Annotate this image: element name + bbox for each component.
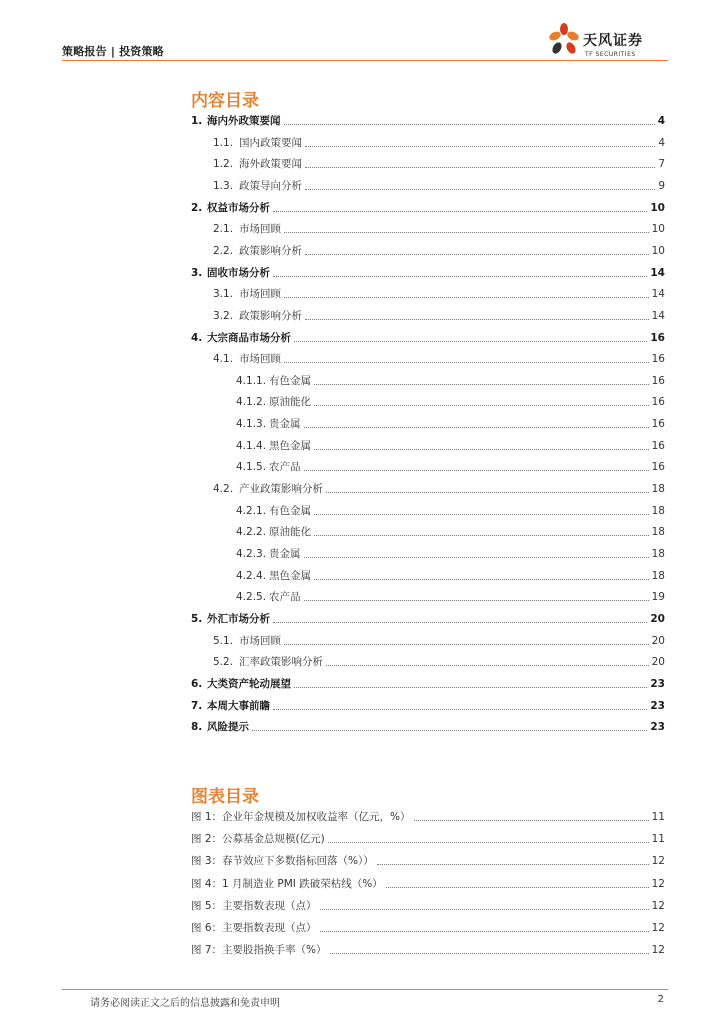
dot-leader — [273, 276, 647, 277]
dot-leader — [314, 514, 649, 515]
toc-entry[interactable] — [191, 114, 665, 128]
toc-entry-label: 风险提示 — [207, 721, 249, 734]
dot-leader — [314, 449, 649, 450]
toc-entry-page: 23 — [650, 721, 665, 734]
toc-entry-number: 4.2.2. — [236, 526, 267, 539]
dot-leader — [305, 146, 655, 147]
toc-entry[interactable] — [236, 504, 665, 518]
toc-entry-page: 20 — [651, 634, 665, 647]
toc-entry-label: 市场回顾 — [239, 634, 281, 647]
toc-entry-page: 18 — [651, 569, 665, 582]
toc-entry[interactable] — [213, 287, 665, 301]
toc-entry[interactable] — [213, 309, 665, 323]
toc-entry-label: 产业政策影响分析 — [239, 483, 323, 496]
toc-entry-number: 3.2. — [213, 309, 234, 322]
toc-entry[interactable] — [236, 460, 665, 474]
figure-entry-page: 12 — [651, 899, 665, 912]
dot-leader — [305, 319, 649, 320]
toc-entry-page: 23 — [650, 699, 665, 712]
toc-entry-label: 贵金属 — [269, 548, 301, 560]
toc-entry-number: 4.1.4. — [236, 439, 267, 452]
toc-entry-number: 5. — [191, 612, 203, 625]
footer-divider — [62, 989, 668, 990]
dot-leader — [305, 254, 649, 255]
toc-entry-number: 4.1.5. — [236, 461, 267, 474]
figure-entry-label: 图 2：公募基金总规模(亿元) — [191, 833, 325, 846]
figure-entry[interactable] — [191, 854, 665, 868]
toc-entry-number: 4.2.5. — [236, 591, 267, 604]
toc-entry-page: 20 — [650, 612, 665, 625]
toc-entry-label: 权益市场分析 — [207, 201, 270, 214]
toc-entry-number: 4.2.1. — [236, 504, 267, 517]
toc-entry-page: 16 — [651, 396, 665, 409]
toc-entry-number: 3. — [191, 266, 203, 279]
toc-entry[interactable] — [236, 395, 665, 409]
toc-entry-number: 3.1. — [213, 288, 234, 301]
dot-leader — [294, 687, 647, 688]
figure-entry[interactable] — [191, 921, 665, 935]
toc-entry-number: 4.2.4. — [236, 569, 267, 582]
toc-entry-page: 23 — [650, 677, 665, 690]
toc-entry-label: 国内政策要闻 — [239, 136, 302, 149]
page-number: 2 — [657, 994, 664, 1005]
toc-entry-number: 1. — [191, 115, 203, 127]
toc-entry-number: 2. — [191, 201, 203, 214]
toc-entry-number: 1.1. — [213, 136, 234, 149]
toc-entry-page: 18 — [651, 483, 665, 496]
toc-entry-label: 海内外政策要闻 — [207, 115, 281, 127]
toc-entry-label: 政策导向分析 — [239, 179, 302, 192]
toc-entry-number: 4.1. — [213, 353, 234, 366]
dot-leader — [273, 709, 647, 710]
toc-entry-number: 7. — [191, 699, 203, 712]
figure-entry-label: 图 1：企业年金规模及加权收益率（亿元，%） — [191, 811, 411, 823]
header-text: 策略报告 | 投资策略 — [62, 45, 164, 58]
dot-leader — [386, 887, 649, 888]
toc-entry-page: 10 — [650, 201, 665, 214]
toc-entry-label: 本周大事前瞻 — [207, 699, 270, 712]
dot-leader — [284, 644, 649, 645]
toc-entry[interactable] — [213, 157, 665, 171]
dot-leader — [284, 297, 649, 298]
toc-entry-page: 14 — [650, 266, 665, 279]
dot-leader — [284, 362, 649, 363]
header-divider — [62, 60, 668, 61]
figure-entry[interactable] — [191, 899, 665, 913]
toc-entry[interactable] — [191, 331, 665, 345]
toc-entry-page: 16 — [651, 353, 665, 366]
toc-entry-number: 8. — [191, 721, 203, 734]
figure-entry-page: 11 — [651, 833, 665, 846]
toc-entry-label: 原油能化 — [269, 396, 311, 409]
toc-entry-label: 贵金属 — [269, 418, 301, 431]
toc-entry[interactable] — [213, 136, 665, 150]
toc-entry[interactable] — [213, 482, 665, 496]
toc-entry-label: 有色金属 — [269, 504, 311, 517]
figures-title: 图表目录 — [191, 787, 259, 807]
toc-entry-label: 大类资产轮动展望 — [207, 677, 291, 690]
figure-entry[interactable] — [191, 832, 665, 846]
figure-entry-label: 图 5：主要指数表现（点） — [191, 899, 317, 912]
toc-entry-number: 1.3. — [213, 179, 234, 192]
toc-entry-page: 16 — [651, 374, 665, 387]
figure-entry-label: 图 6：主要指数表现（点） — [191, 922, 317, 934]
toc-entry-page: 14 — [651, 288, 665, 301]
toc-entry-label: 黑色金属 — [269, 439, 311, 452]
dot-leader — [252, 730, 647, 731]
toc-entry-page: 4 — [658, 136, 665, 149]
toc-entry[interactable] — [213, 634, 665, 648]
toc-entry-number: 4.1.3. — [236, 418, 267, 431]
toc-entry-page: 18 — [651, 504, 665, 517]
dot-leader — [328, 842, 649, 843]
toc-entry[interactable] — [236, 590, 665, 604]
toc-entry-page: 10 — [651, 223, 665, 236]
toc-entry-page: 9 — [658, 179, 665, 192]
toc-entry-label: 市场回顾 — [239, 223, 281, 236]
figure-entry[interactable] — [191, 810, 665, 824]
toc-entry[interactable] — [236, 374, 665, 388]
toc-entry[interactable] — [213, 179, 665, 193]
toc-entry[interactable] — [236, 439, 665, 453]
dot-leader — [377, 864, 649, 865]
dot-leader — [304, 427, 649, 428]
toc-entry[interactable] — [213, 352, 665, 366]
toc-entry-number: 5.1. — [213, 634, 234, 647]
dot-leader — [304, 470, 649, 471]
figure-entry-page: 12 — [651, 877, 665, 890]
dot-leader — [304, 557, 649, 558]
toc-entry-number: 4. — [191, 331, 203, 344]
toc-entry-label: 市场回顾 — [239, 353, 281, 366]
toc-entry-number: 6. — [191, 677, 203, 690]
toc-entry-label: 固收市场分析 — [207, 266, 270, 279]
dot-leader — [273, 211, 647, 212]
dot-leader — [314, 535, 649, 536]
toc-entry-page: 4 — [657, 115, 665, 127]
toc-entry-page: 16 — [651, 418, 665, 431]
dot-leader — [326, 665, 649, 666]
logo-text: 天风证券 — [583, 33, 643, 49]
toc-entry-label: 黑色金属 — [269, 569, 311, 582]
toc-entry-number: 5.2. — [213, 656, 234, 669]
toc-entry-number: 2.1. — [213, 223, 234, 236]
dot-leader — [314, 384, 649, 385]
toc-entry-label: 农产品 — [269, 591, 301, 604]
toc-entry-page: 18 — [651, 526, 665, 539]
toc-entry-label: 农产品 — [269, 461, 301, 474]
logo-subtext: TF SECURITIES — [585, 51, 636, 58]
figure-entry-label: 图 7：主要股指换手率（%） — [191, 944, 327, 957]
toc-entry-label: 大宗商品市场分析 — [207, 331, 291, 344]
figure-entry-page: 12 — [651, 922, 665, 934]
toc-entry-label: 市场回顾 — [239, 288, 281, 301]
dot-leader — [305, 189, 655, 190]
dot-leader — [304, 600, 649, 601]
toc-entry[interactable] — [191, 720, 665, 734]
figure-entry-label: 图 4：1 月制造业 PMI 跌破荣枯线（%） — [191, 877, 383, 890]
dot-leader — [314, 579, 649, 580]
toc-entry[interactable] — [191, 266, 665, 280]
dot-leader — [273, 622, 647, 623]
toc-entry-number: 4.2.3. — [236, 548, 267, 560]
toc-entry[interactable] — [236, 417, 665, 431]
dot-leader — [314, 405, 649, 406]
dot-leader — [414, 820, 649, 821]
toc-entry-label: 汇率政策影响分析 — [239, 656, 323, 669]
dot-leader — [326, 492, 649, 493]
toc-entry-page: 16 — [651, 439, 665, 452]
figure-entry[interactable] — [191, 877, 665, 891]
toc-entry-number: 1.2. — [213, 158, 234, 171]
toc-entry-label: 原油能化 — [269, 526, 311, 539]
logo-flower-icon — [546, 21, 582, 61]
toc-entry-label: 有色金属 — [269, 374, 311, 387]
figure-entry[interactable] — [191, 943, 665, 957]
toc-entry[interactable] — [191, 699, 665, 713]
dot-leader — [284, 124, 655, 125]
toc-entry-label: 海外政策要闻 — [239, 158, 302, 171]
toc-entry[interactable] — [236, 525, 665, 539]
toc-entry-label: 外汇市场分析 — [207, 612, 270, 625]
dot-leader — [330, 953, 649, 954]
dot-leader — [305, 167, 655, 168]
toc-entry[interactable] — [236, 569, 665, 583]
toc-entry-page: 20 — [651, 656, 665, 669]
toc-entry[interactable] — [213, 655, 665, 669]
toc-entry-page: 18 — [651, 548, 665, 560]
toc-entry-page: 19 — [651, 591, 665, 604]
toc-entry[interactable] — [213, 222, 665, 236]
toc-entry-number: 2.2. — [213, 244, 234, 257]
toc-entry-page: 7 — [658, 158, 665, 171]
dot-leader — [294, 341, 647, 342]
figure-entry-page: 11 — [651, 811, 665, 823]
toc-entry[interactable] — [191, 201, 665, 215]
toc-entry-page: 14 — [651, 309, 665, 322]
figure-entry-label: 图 3：春节效应下多数指标回落（%）） — [191, 855, 374, 868]
figure-entry-page: 12 — [651, 855, 665, 868]
toc-entry-label: 政策影响分析 — [239, 244, 302, 257]
toc-entry-page: 16 — [651, 461, 665, 474]
toc-entry-page: 16 — [650, 331, 665, 344]
dot-leader — [284, 232, 649, 233]
company-logo — [546, 21, 668, 61]
toc-entry-label: 政策影响分析 — [239, 309, 302, 322]
toc-entry-number: 4.1.2. — [236, 396, 267, 409]
footer-disclaimer: 请务必阅读正文之后的信息披露和免责申明 — [90, 998, 280, 1009]
toc-entry[interactable] — [191, 612, 665, 626]
dot-leader — [320, 909, 649, 910]
dot-leader — [320, 931, 649, 932]
figure-entry-page: 12 — [651, 944, 665, 957]
toc-entry-number: 4.2. — [213, 483, 234, 496]
toc-entry-number: 4.1.1. — [236, 374, 267, 387]
toc-entry[interactable] — [213, 244, 665, 258]
toc-title: 内容目录 — [191, 91, 259, 111]
toc-entry-page: 10 — [651, 244, 665, 257]
toc-entry[interactable] — [191, 677, 665, 691]
toc-entry[interactable] — [236, 547, 665, 561]
